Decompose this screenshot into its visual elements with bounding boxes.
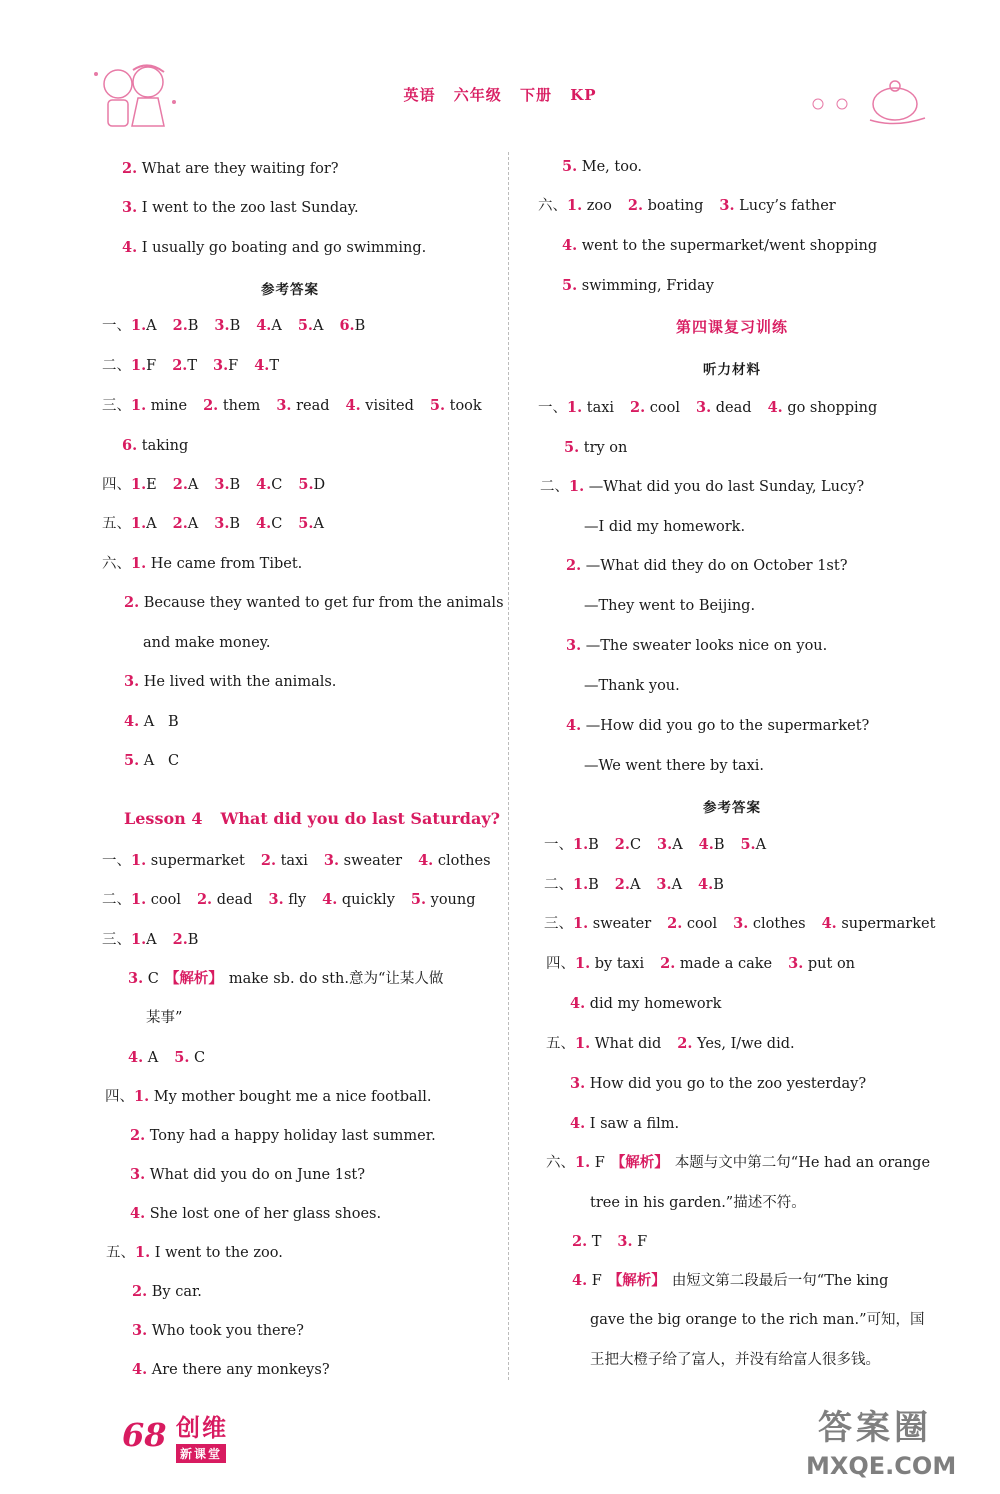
brand-top: 创维 [176, 1413, 228, 1442]
answer-line: 3. C 【解析】 make sb. do sth.意为“让某人做 [128, 970, 444, 987]
answer-row: 四、1.E 2.A 3.B 4.C 5.D [102, 476, 326, 493]
dialogue-line: 4. —How did you go to the supermarket? [566, 717, 870, 734]
dialogue-line: 二、1. —What did you do last Sunday, Lucy? [540, 478, 865, 495]
answer-row: 五、1. What did 2. Yes, I/we did. [546, 1035, 795, 1052]
answer-line: 3. How did you go to the zoo yesterday? [570, 1075, 867, 1092]
page-number: 68 [122, 1416, 167, 1454]
answer-line: tree in his garden.”描述不符。 [590, 1195, 806, 1211]
answer-line: gave the big orange to the rich man.”可知，国 [590, 1312, 925, 1328]
page-header [0, 0, 1000, 140]
header-volume: 下册 [519, 86, 552, 104]
answer-line: 4. I usually go boating and go swimming. [122, 239, 427, 256]
header-subject: 英语 [403, 86, 436, 104]
answer-line: 5. A C [124, 752, 180, 769]
answer-row: 4. A 5. C [128, 1049, 206, 1066]
answer-row: 一、1.B 2.C 3.A 4.B 5.A [544, 836, 767, 853]
header-edition: KP [570, 86, 597, 104]
answer-row: 六、1. zoo 2. boating 3. Lucy’s father [538, 197, 836, 214]
answer-line: 5. swimming, Friday [562, 277, 714, 294]
answer-line: 4. Are there any monkeys? [132, 1361, 330, 1378]
answer-row: 二、1.F 2.T 3.F 4.T [102, 357, 280, 374]
answer-line: 5. Me, too. [562, 158, 643, 175]
answer-line: 4. A B [124, 713, 179, 730]
dialogue-line: —They went to Beijing. [584, 598, 756, 614]
dialogue-line: 3. —The sweater looks nice on you. [566, 637, 828, 654]
watermark: 答案圈 [818, 1408, 932, 1448]
answer-line: and make money. [143, 635, 271, 651]
answer-line: 2. Tony had a happy holiday last summer. [130, 1127, 436, 1144]
answer-line: 四、1. My mother bought me a nice football. [105, 1088, 432, 1105]
answer-row: 二、1.B 2.A 3.A 4.B [544, 876, 724, 893]
answer-line: 某事” [146, 1010, 183, 1026]
answer-row: 四、1. by taxi 2. made a cake 3. put on [546, 955, 856, 972]
answer-line: 六、1. He came from Tibet. [102, 555, 303, 572]
dialogue-line: —I did my homework. [584, 519, 746, 535]
answer-line: 4. She lost one of her glass shoes. [130, 1205, 382, 1222]
answer-line: 五、1. I went to the zoo. [106, 1244, 283, 1261]
answer-line: 3. Who took you there? [132, 1322, 304, 1339]
answer-row: 五、1.A 2.A 3.B 4.C 5.A [102, 515, 324, 532]
listening-heading: 听力材料 [703, 362, 761, 378]
answer-line: 3. He lived with the animals. [124, 673, 337, 690]
dialogue-line: —We went there by taxi. [584, 758, 765, 774]
answers-heading: 参考答案 [703, 800, 761, 816]
cartoon-bird-icon [800, 78, 930, 126]
answer-row: 一、1. supermarket 2. taxi 3. sweater 4. clothes [102, 852, 491, 869]
answer-line: 4. F 【解析】 由短文第二段最后一句“The king [572, 1272, 889, 1289]
column-divider [508, 152, 509, 1380]
answer-row: 三、1. sweater 2. cool 3. clothes 4. supermarket [544, 915, 936, 932]
answer-row: 2. T 3. F [572, 1233, 648, 1250]
answer-line: 6. taking [122, 437, 189, 454]
brand-bottom: 新课堂 [176, 1444, 226, 1463]
answer-line: 3. I went to the zoo last Sunday. [122, 199, 359, 216]
answer-line: 六、1. F 【解析】 本题与文中第二句“He had an orange [546, 1154, 931, 1171]
answer-line: 4. I saw a film. [570, 1115, 680, 1132]
dialogue-line: 2. —What did they do on October 1st? [566, 557, 848, 574]
answer-line: 2. By car. [132, 1283, 202, 1300]
answer-line: 王把大橙子给了富人，并没有给富人很多钱。 [590, 1352, 880, 1368]
answer-line: 4. went to the supermarket/went shopping [562, 237, 878, 254]
answer-line: 2. What are they waiting for? [122, 160, 339, 177]
review-heading: 第四课复习训练 [675, 318, 788, 336]
answer-row: 一、1. taxi 2. cool 3. dead 4. go shopping [538, 399, 878, 416]
watermark-url: MXQE.COM [806, 1452, 957, 1480]
answer-line: 2. Because they wanted to get fur from the animals [124, 594, 504, 611]
answer-row: 一、1.A 2.B 3.B 4.A 5.A 6.B [102, 317, 366, 334]
dialogue-line: —Thank you. [584, 678, 680, 694]
lesson-title: Lesson 4 What did you do last Saturday? [124, 809, 501, 828]
answer-row: 二、1. cool 2. dead 3. fly 4. quickly 5. young [102, 891, 476, 908]
answers-heading: 参考答案 [261, 282, 319, 298]
answer-row: 三、1. mine 2. them 3. read 4. visited 5. took [102, 397, 482, 414]
answer-line: 4. did my homework [570, 995, 722, 1012]
brand-logo [176, 1408, 228, 1463]
answer-line: 5. try on [564, 439, 628, 456]
answer-line: 3. What did you do on June 1st? [130, 1166, 365, 1183]
header-grade: 六年级 [453, 86, 502, 104]
answer-row: 三、1.A 2.B [102, 931, 199, 948]
